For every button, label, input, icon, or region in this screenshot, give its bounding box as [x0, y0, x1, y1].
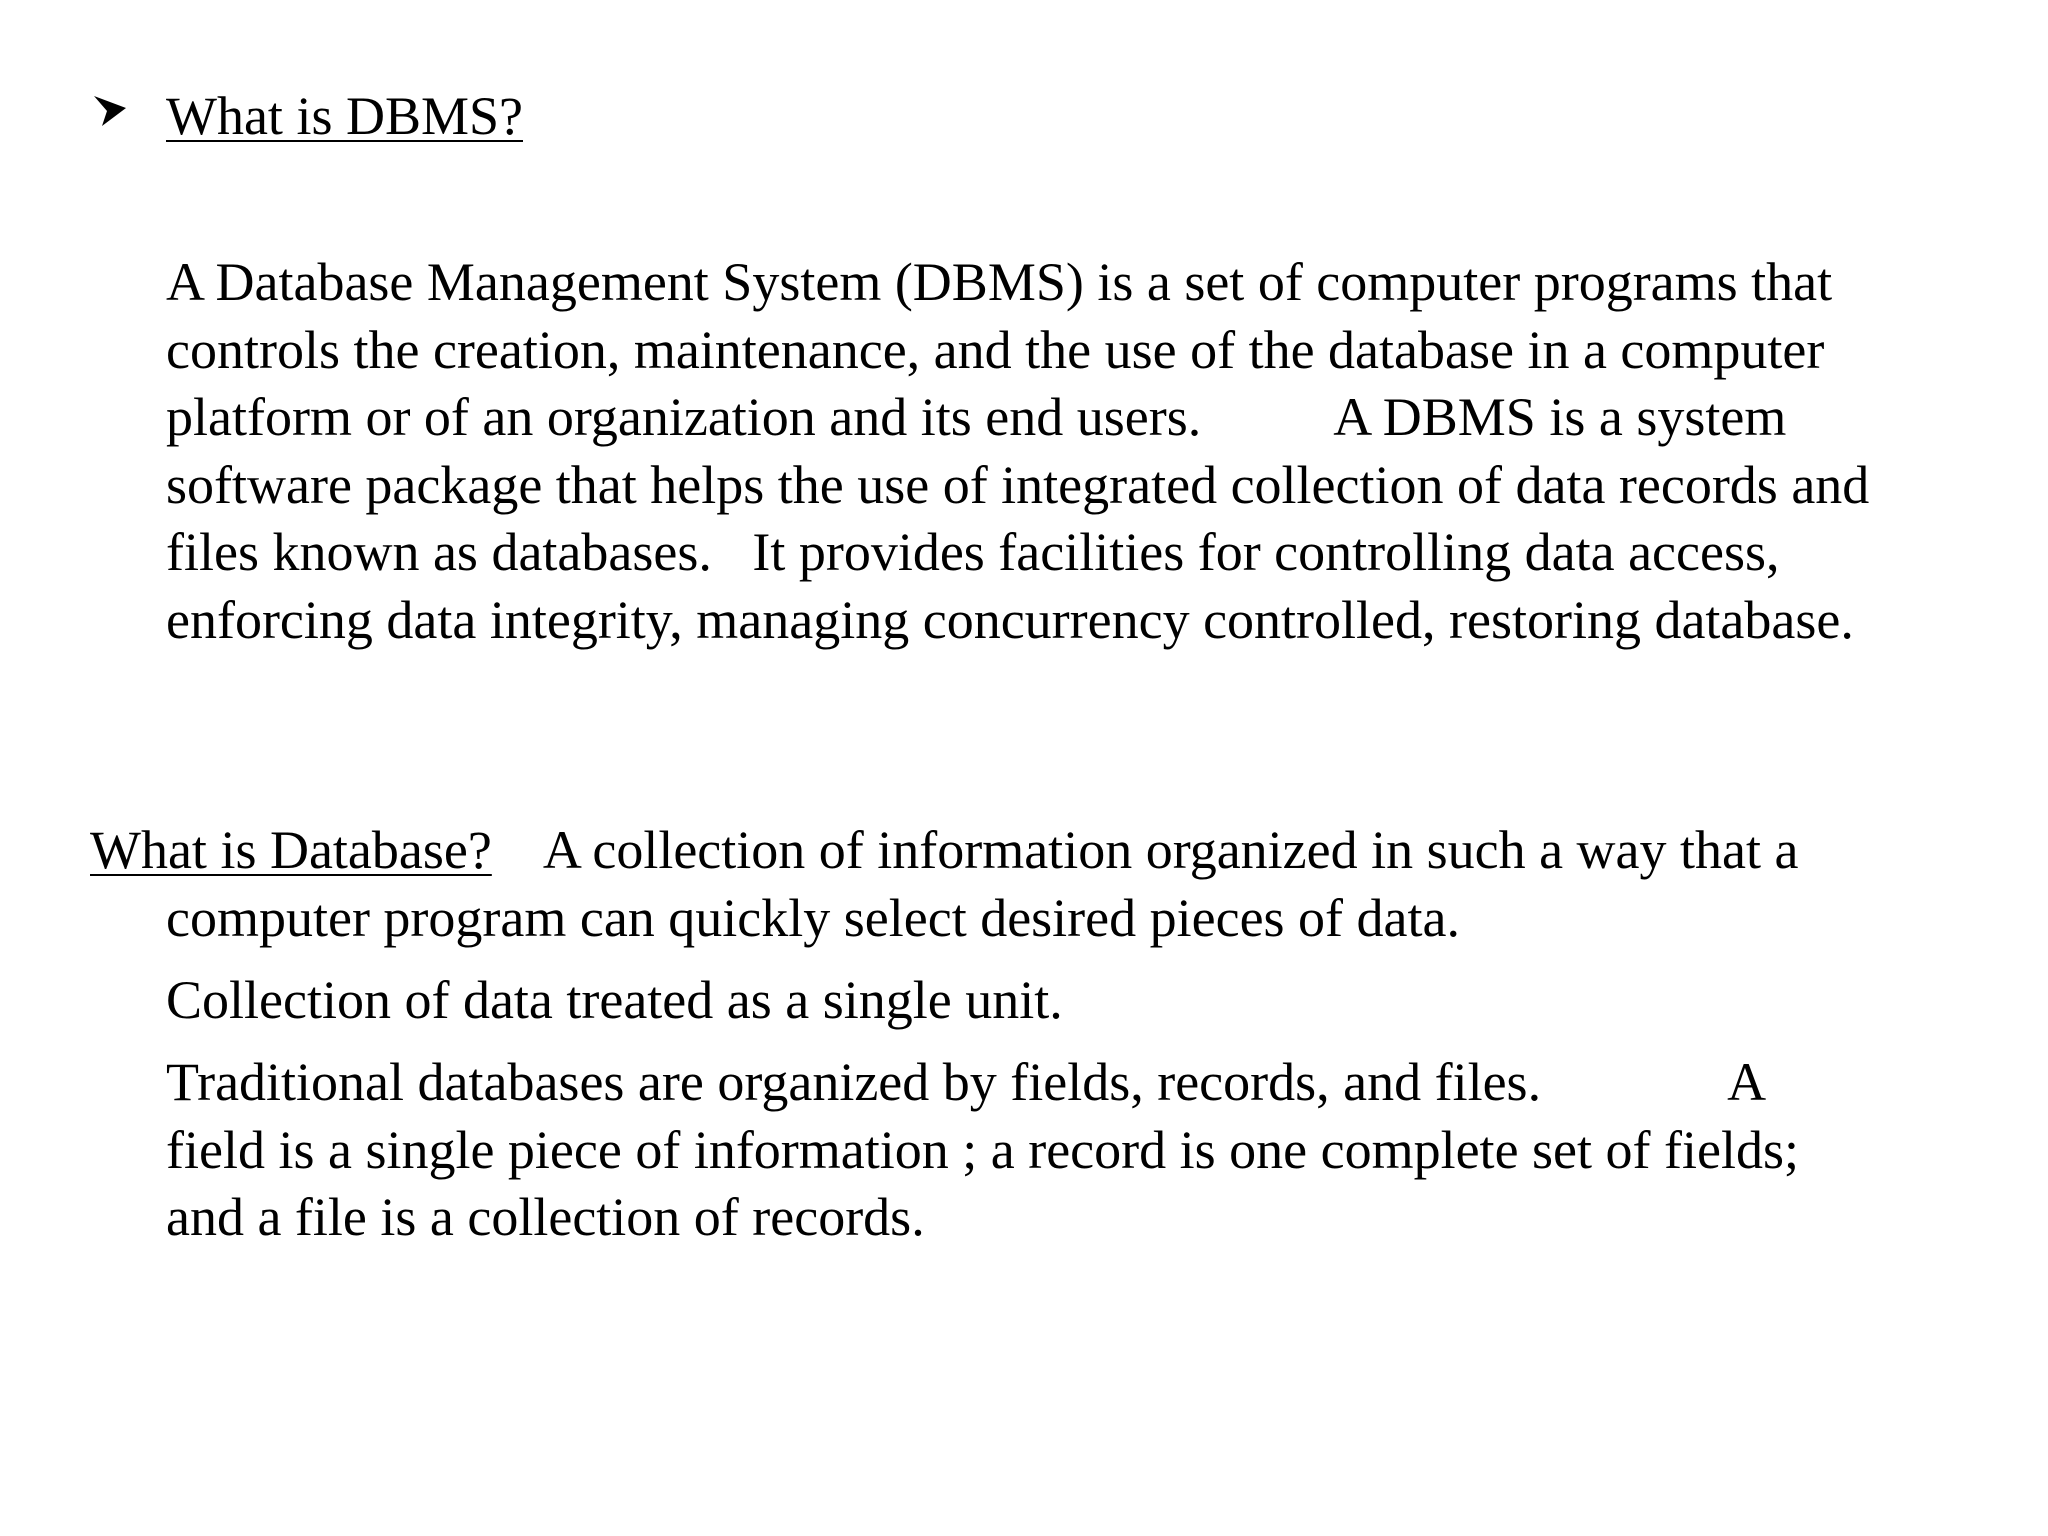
database-term: What is Database?: [90, 820, 492, 880]
paragraph-line: and a file is a collection of records.: [166, 1187, 925, 1247]
paragraph-line: files known as databases. It provides facilities for controlling data access,: [166, 522, 1780, 582]
database-definition-continuation: computer program can quickly select desired pieces of data.: [166, 888, 1460, 948]
paragraph-line: Traditional databases are organized by fields, records, and files. A: [166, 1052, 1767, 1112]
paragraph-line: platform or of an organization and its end users. A DBMS is a system: [166, 387, 1787, 447]
database-definition-line: [90, 816, 1798, 884]
paragraph-line: field is a single piece of information ; a record is one complete set of fields;: [166, 1119, 1799, 1180]
dbms-heading: What is DBMS?: [166, 86, 523, 146]
dbms-definition-paragraph: [166, 249, 1869, 654]
paragraph-line: controls the creation, maintenance, and the use of the database in a computer: [166, 319, 1825, 380]
paragraph-line: software package that helps the use of integrated collection of data records and: [166, 454, 1870, 515]
traditional-databases-paragraph: [166, 1049, 1799, 1252]
database-definition-text: A collection of information organized in such a way that a: [491, 820, 1799, 880]
database-collection-line: Collection of data treated as a single unit.: [166, 970, 1063, 1030]
arrowhead-bullet-icon: [92, 92, 128, 128]
paragraph-line: A Database Management System (DBMS) is a set of computer programs that: [166, 252, 1833, 312]
paragraph-line: enforcing data integrity, managing concurrency controlled, restoring database.: [166, 589, 1854, 650]
